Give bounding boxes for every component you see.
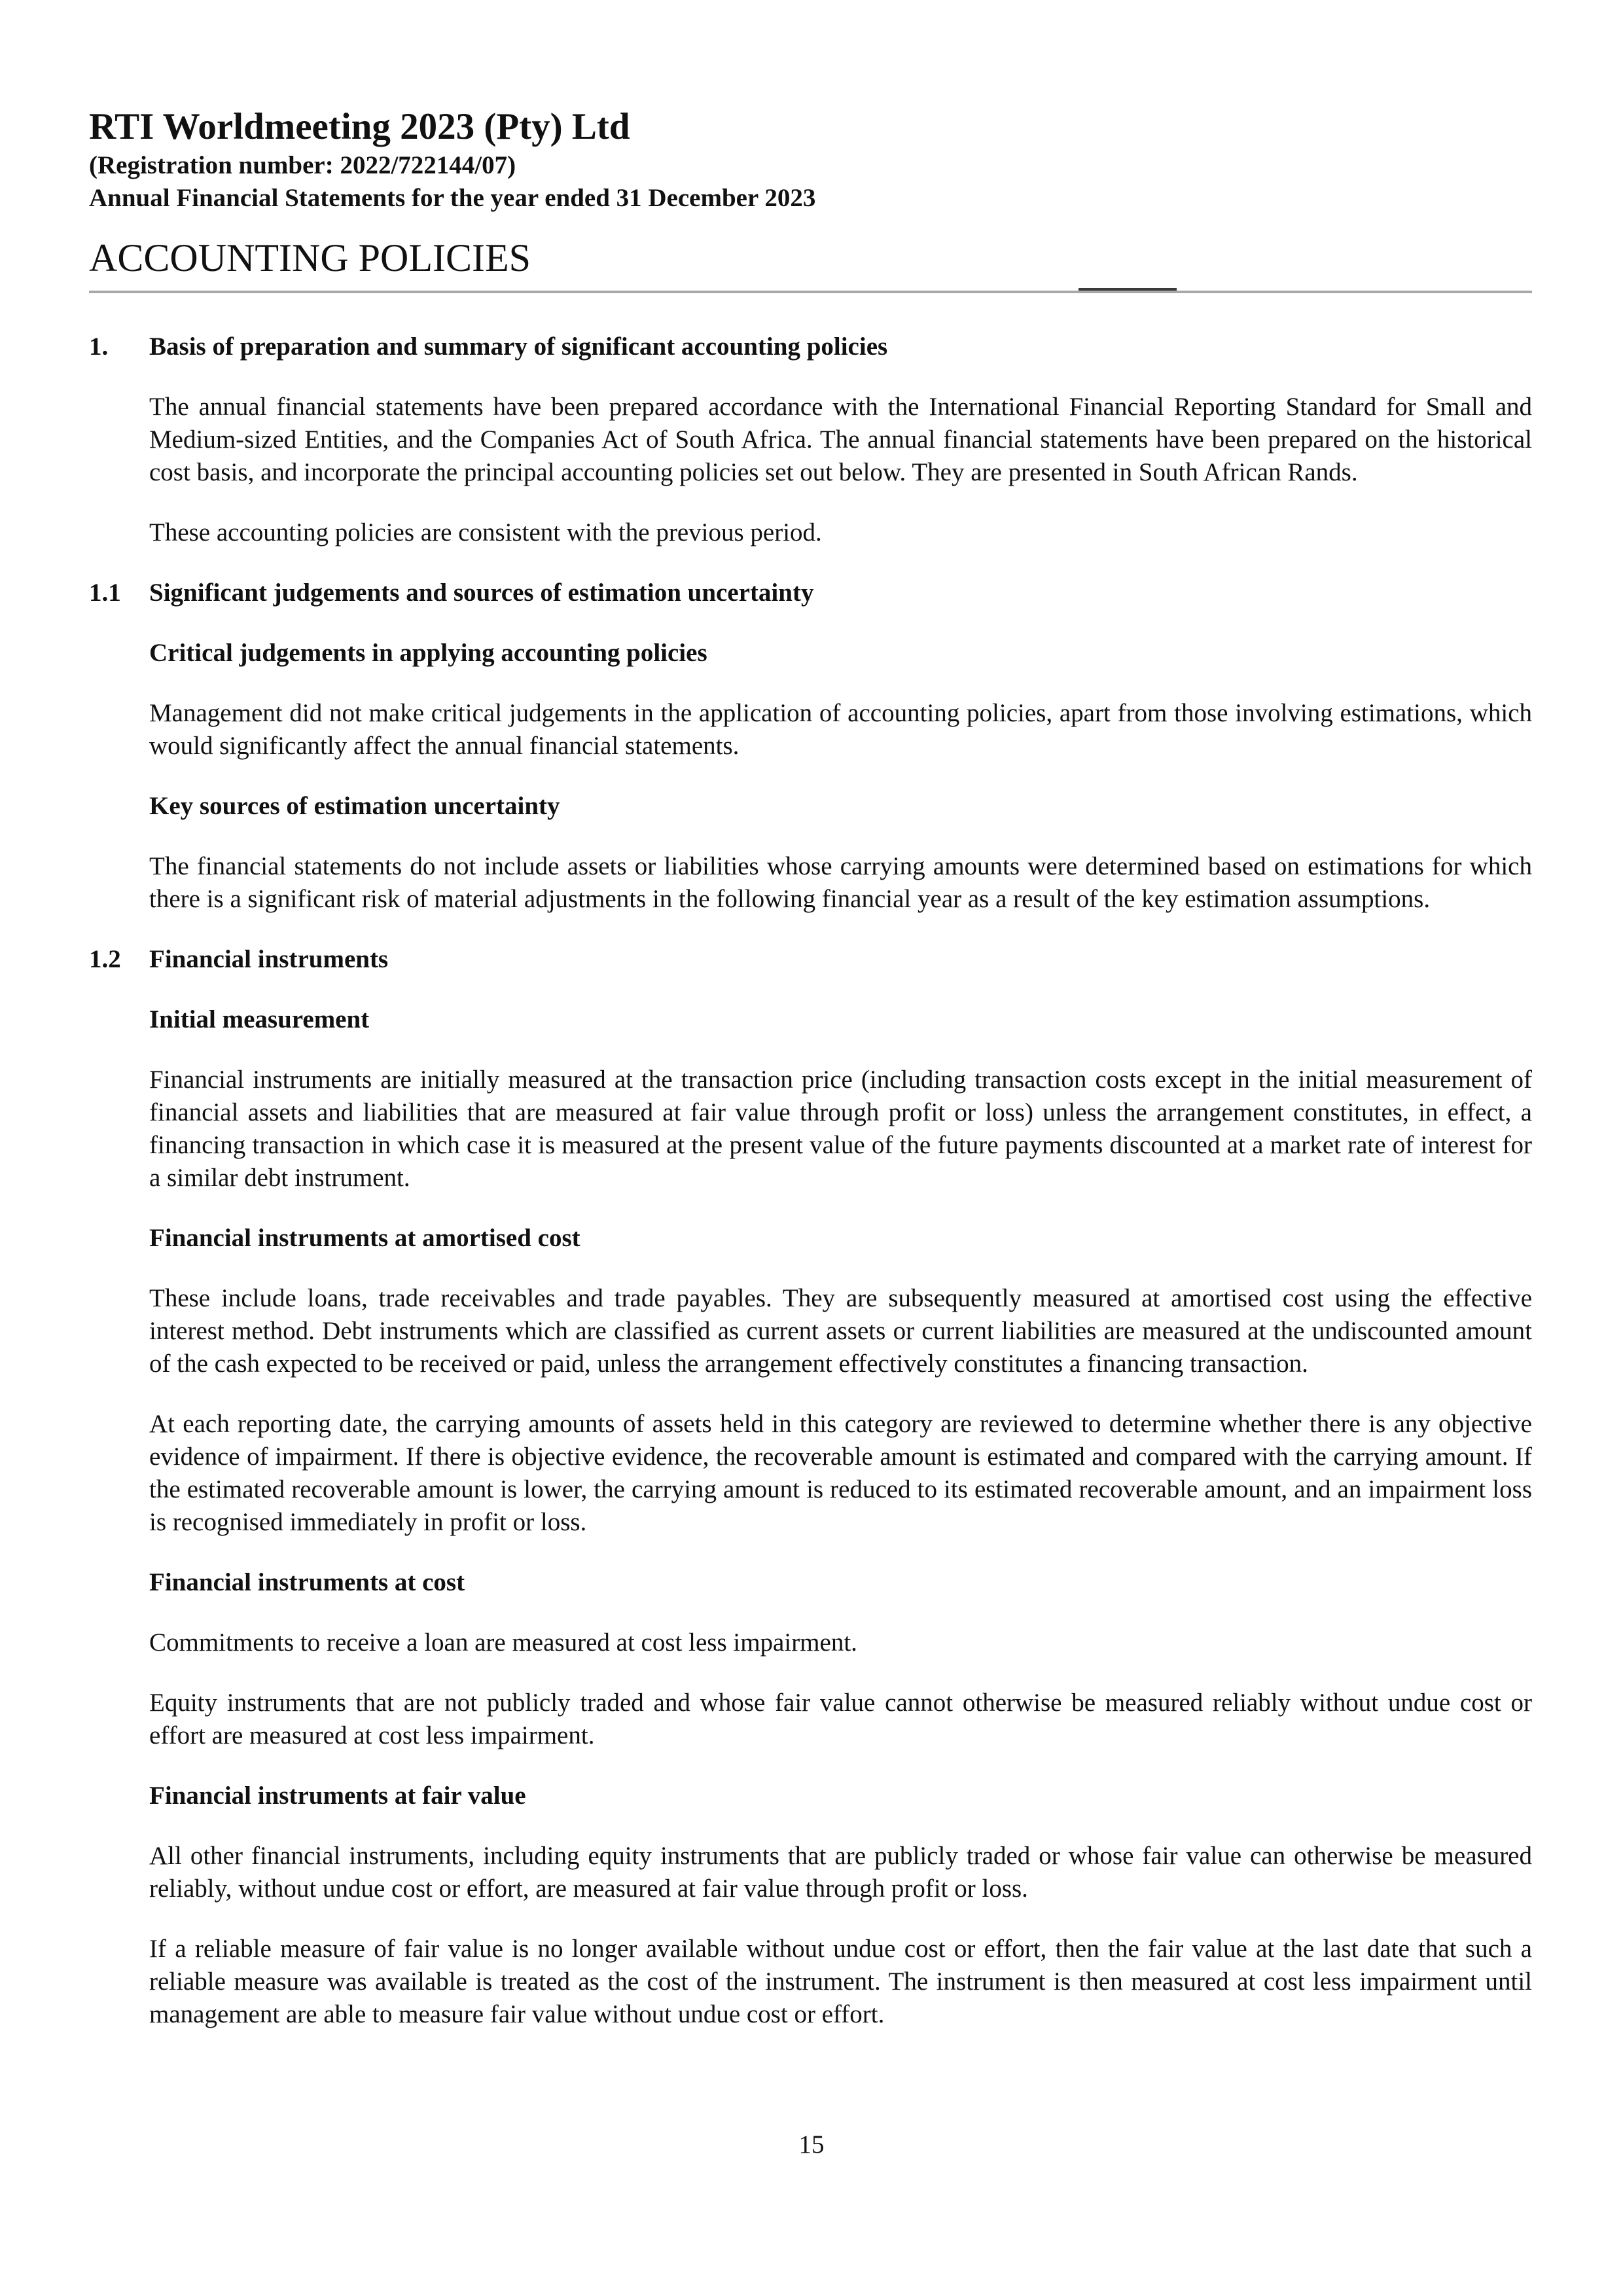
paragraph: The financial statements do not include assets or liabilities whose carrying amounts were determined based on estimations for which there is a significant risk of material adjustments in the following financial year as a result of the key estimation assumptions. xyxy=(149,852,1532,913)
subheading: Key sources of estimation uncertainty xyxy=(149,792,560,820)
section-1-heading xyxy=(89,331,1532,363)
paragraph: Financial instruments are initially measured at the transaction price (including transaction costs except in the initial measurement of financial assets and liabilities that are measured at fair value through profit or loss) unless the arrangement constitutes, in effect, a financing transaction in which case it is measured at the present value of the future payments discounted at a market rate of interest for a similar debt instrument. xyxy=(149,1066,1532,1192)
paragraph: Commitments to receive a loan are measured at cost less impairment. xyxy=(149,1628,857,1657)
paragraph: If a reliable measure of fair value is no longer available without undue cost or effort, then the fair value at the last date that such a reliable measure was available is treated as the cost of the instrument. The instrument is then measured at cost less impairment until management are able to measure fair value without undue cost or effort. xyxy=(149,1935,1532,2028)
title-divider-accent xyxy=(1079,288,1177,291)
paragraph: Management did not make critical judgements in the application of accounting policies, apart from those involving estimations, which would significantly affect the annual financial statements. xyxy=(149,699,1532,760)
subheading: Financial instruments at cost xyxy=(149,1568,465,1596)
paragraph: All other financial instruments, including equity instruments that are publicly traded or whose fair value can otherwise be measured reliably, without undue cost or effort, are measured at fair value through profit or loss. xyxy=(149,1842,1532,1903)
paragraph: These accounting policies are consistent with the previous period. xyxy=(149,518,822,547)
page-number: 15 xyxy=(798,2130,825,2159)
section-number: 1.1 xyxy=(89,579,121,607)
registration-number: (Registration number: 2022/722144/07) xyxy=(89,151,516,179)
page-title: ACCOUNTING POLICIES xyxy=(89,236,531,279)
subheading: Critical judgements in applying accounting policies xyxy=(149,639,707,667)
company-name: RTI Worldmeeting 2023 (Pty) Ltd xyxy=(89,106,630,147)
subheading: Financial instruments at fair value xyxy=(149,1782,526,1810)
paragraph: The annual financial statements have been prepared accordance with the International Financial Reporting Standard for Small and Medium-sized Entities, and the Companies Act of South Africa. The annual financial statements have been prepared on the historical cost basis, and incorporate the principal accounting policies set out below. They are presented in South African Rands. xyxy=(149,393,1532,486)
section-1-1-heading xyxy=(89,577,1532,609)
section-title: Financial instruments xyxy=(149,945,389,973)
policies-content xyxy=(89,331,1532,2058)
paragraph: These include loans, trade receivables and trade payables. They are subsequently measured at amortised cost using the effective interest method. Debt instruments which are classified as current assets or current liabilities are measured at the undiscounted amount of the cash expected to be received or paid, unless the arrangement effectively constitutes a financing transaction. xyxy=(149,1284,1532,1378)
section-title: Significant judgements and sources of estimation uncertainty xyxy=(149,579,814,607)
subheading: Initial measurement xyxy=(149,1005,370,1033)
paragraph: At each reporting date, the carrying amounts of assets held in this category are reviewed to determine whether there is any objective evidence of impairment. If there is objective evidence, the recoverable amount is estimated and compared with the carrying amount. If the estimated recoverable amount is lower, the carrying amount is reduced to its estimated recoverable amount, and an impairment loss is recognised immediately in profit or loss. xyxy=(149,1410,1532,1536)
section-number: 1.2 xyxy=(89,945,121,973)
section-number: 1. xyxy=(89,332,109,361)
section-1-2-heading xyxy=(89,943,1532,976)
statement-subtitle: Annual Financial Statements for the year ended 31 December 2023 xyxy=(89,184,816,212)
paragraph: Equity instruments that are not publicly traded and whose fair value cannot otherwise be measured reliably without undue cost or effort are measured at cost less impairment. xyxy=(149,1689,1532,1749)
subheading: Financial instruments at amortised cost xyxy=(149,1224,580,1252)
document-header xyxy=(89,105,1529,215)
section-title: Basis of preparation and summary of significant accounting policies xyxy=(149,332,888,361)
title-divider xyxy=(89,291,1532,293)
